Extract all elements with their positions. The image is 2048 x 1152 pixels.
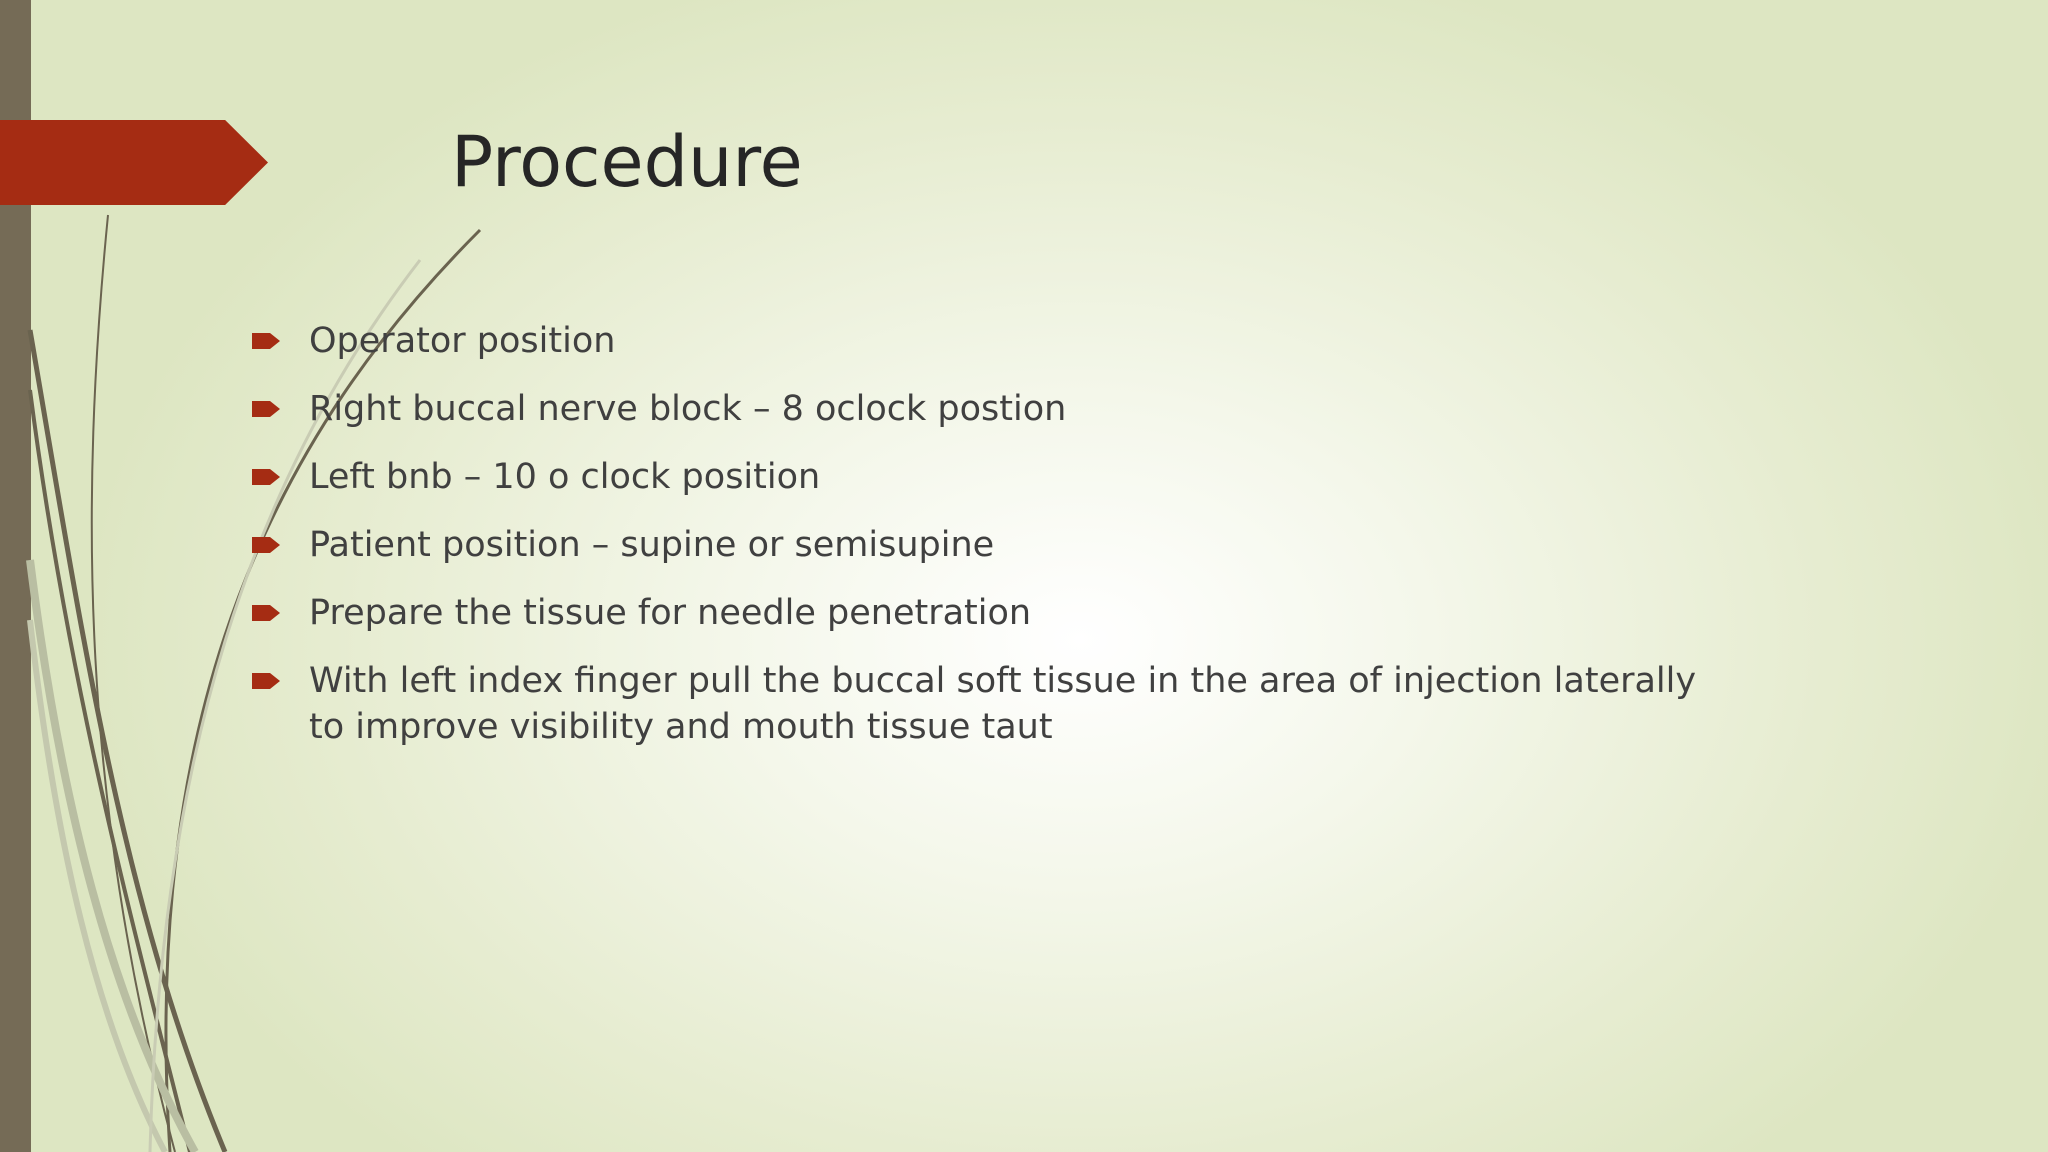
arrow-right-bullet-icon [252, 603, 281, 623]
bullet-text: Right buccal nerve block – 8 oclock postion [309, 389, 1067, 429]
arrow-right-bullet-icon [252, 671, 281, 691]
arrow-right-bullet-icon [252, 399, 281, 419]
arrow-right-bullet-icon [252, 331, 281, 351]
bullet-item [252, 522, 1712, 568]
bullet-text: Operator position [309, 321, 616, 361]
bullet-item [252, 318, 1712, 364]
bullet-text: Prepare the tissue for needle penetration [309, 593, 1032, 633]
title-accent-flag [0, 120, 268, 205]
bullet-text: Patient position – supine or semisupine [309, 525, 995, 565]
bullet-item [252, 454, 1712, 500]
arrow-right-bullet-icon [252, 535, 281, 555]
bullet-item [252, 658, 1712, 750]
slide-title: Procedure [451, 121, 803, 203]
bullet-item [252, 386, 1712, 432]
bullet-item [252, 590, 1712, 636]
bullet-text: Left bnb – 10 o clock position [309, 457, 821, 497]
bullet-list [252, 318, 1712, 772]
arrow-right-bullet-icon [252, 467, 281, 487]
bullet-text: With left index finger pull the buccal soft tissue in the area of injection laterally to improve visibility and mouth tissue taut [309, 661, 1697, 747]
